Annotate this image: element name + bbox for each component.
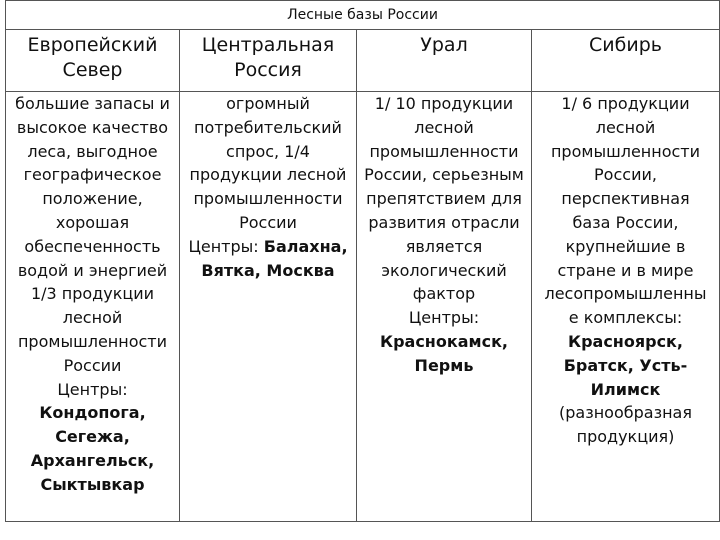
content-row — [6, 92, 720, 522]
cell-line: база России, — [572, 212, 679, 232]
header-line: Север — [62, 59, 123, 81]
cell-line: Центры: — [408, 308, 480, 328]
cell-line: промышленности — [17, 331, 168, 351]
cell-line: лесной — [595, 117, 656, 137]
center-name: Балахна, — [263, 236, 348, 256]
cell-line: Центры: Балахна, — [188, 236, 348, 256]
table-title: Лесные базы России — [6, 1, 720, 30]
center-name: Илимск — [590, 379, 661, 399]
cell-central-russia — [180, 92, 357, 522]
cell-line: положение, — [42, 189, 143, 209]
cell-line: промышленности — [369, 141, 519, 161]
center-name: Братск, Усть- — [563, 355, 688, 375]
cell-line: огромный — [226, 94, 310, 113]
cell-line: развития отрасли — [368, 212, 520, 232]
header-line: Урал — [420, 34, 468, 56]
cell-line: водой и энергией — [17, 260, 168, 280]
header-line: Центральная — [201, 34, 335, 56]
cell-line: продукции лесной — [189, 165, 347, 185]
cell-line: (разнообразная — [559, 403, 692, 423]
cell-line — [532, 354, 719, 378]
cell-line: спрос, 1/4 — [226, 141, 310, 161]
header-european-north — [6, 30, 180, 92]
cell-line — [6, 449, 179, 473]
cell-line: 1/ 10 продукции — [374, 94, 514, 113]
header-ural — [357, 30, 532, 92]
cell-line: России, — [594, 165, 657, 185]
cell-line: Центры: — [57, 379, 128, 399]
cell-line: 1/3 продукции — [30, 284, 155, 304]
center-name: Архангельск, — [30, 450, 155, 470]
cell-line: экологический — [381, 260, 507, 280]
cell-line: обеспеченность — [24, 236, 161, 256]
cell-line: леса, выгодное — [27, 141, 158, 161]
center-name: Вятка, Москва — [201, 260, 335, 280]
center-name: Красноярск, — [567, 331, 683, 351]
cell-line — [532, 330, 719, 354]
cell-line — [6, 401, 179, 425]
cell-line — [357, 354, 531, 378]
center-name: Краснокамск, — [379, 331, 508, 351]
title-row — [6, 1, 720, 30]
center-name: Сыктывкар — [40, 474, 145, 494]
center-name: Кондопога, — [39, 403, 146, 423]
cell-line: крупнейшие в — [565, 236, 686, 256]
cell-line: хорошая — [55, 212, 130, 232]
cell-line: лесопромышленны — [544, 284, 707, 304]
cell-line: фактор — [412, 284, 476, 304]
cell-line: лесной — [414, 117, 474, 137]
header-line: Россия — [234, 59, 302, 81]
cell-european-north — [6, 92, 180, 522]
cell-line — [532, 378, 719, 402]
cell-line: является — [405, 236, 483, 256]
header-central-russia — [180, 30, 357, 92]
cell-line: перспективная — [561, 189, 690, 209]
cell-line: промышленности — [550, 141, 701, 161]
cell-line: России — [239, 212, 297, 232]
center-name: Пермь — [414, 355, 474, 375]
center-name: Сегежа, — [55, 427, 130, 447]
header-row — [6, 30, 720, 92]
cell-line: лесной — [62, 308, 123, 328]
cell-line: 1/ 6 продукции — [561, 94, 690, 113]
header-line: Сибирь — [589, 34, 662, 56]
cell-line: России — [63, 355, 122, 375]
cell-line: препятствием для — [366, 189, 522, 209]
cell-line: потребительский — [194, 117, 342, 137]
cell-line: продукция) — [576, 427, 675, 447]
cell-line — [180, 259, 356, 283]
header-siberia — [532, 30, 720, 92]
cell-siberia — [532, 92, 720, 522]
cell-line: географическое — [23, 165, 162, 185]
cell-line — [357, 330, 531, 354]
cell-ural — [357, 92, 532, 522]
cell-line: России, серьезным — [364, 165, 524, 185]
cell-line: высокое качество — [16, 117, 169, 137]
forest-bases-table — [5, 0, 720, 522]
cell-line — [6, 473, 179, 497]
header-line: Европейский — [27, 34, 158, 56]
cell-line: стране и в мире — [557, 260, 694, 280]
cell-line — [6, 425, 179, 449]
cell-line: е комплексы: — [568, 308, 683, 328]
cell-line: промышленности — [193, 189, 343, 209]
cell-line: большие запасы и — [15, 94, 170, 113]
